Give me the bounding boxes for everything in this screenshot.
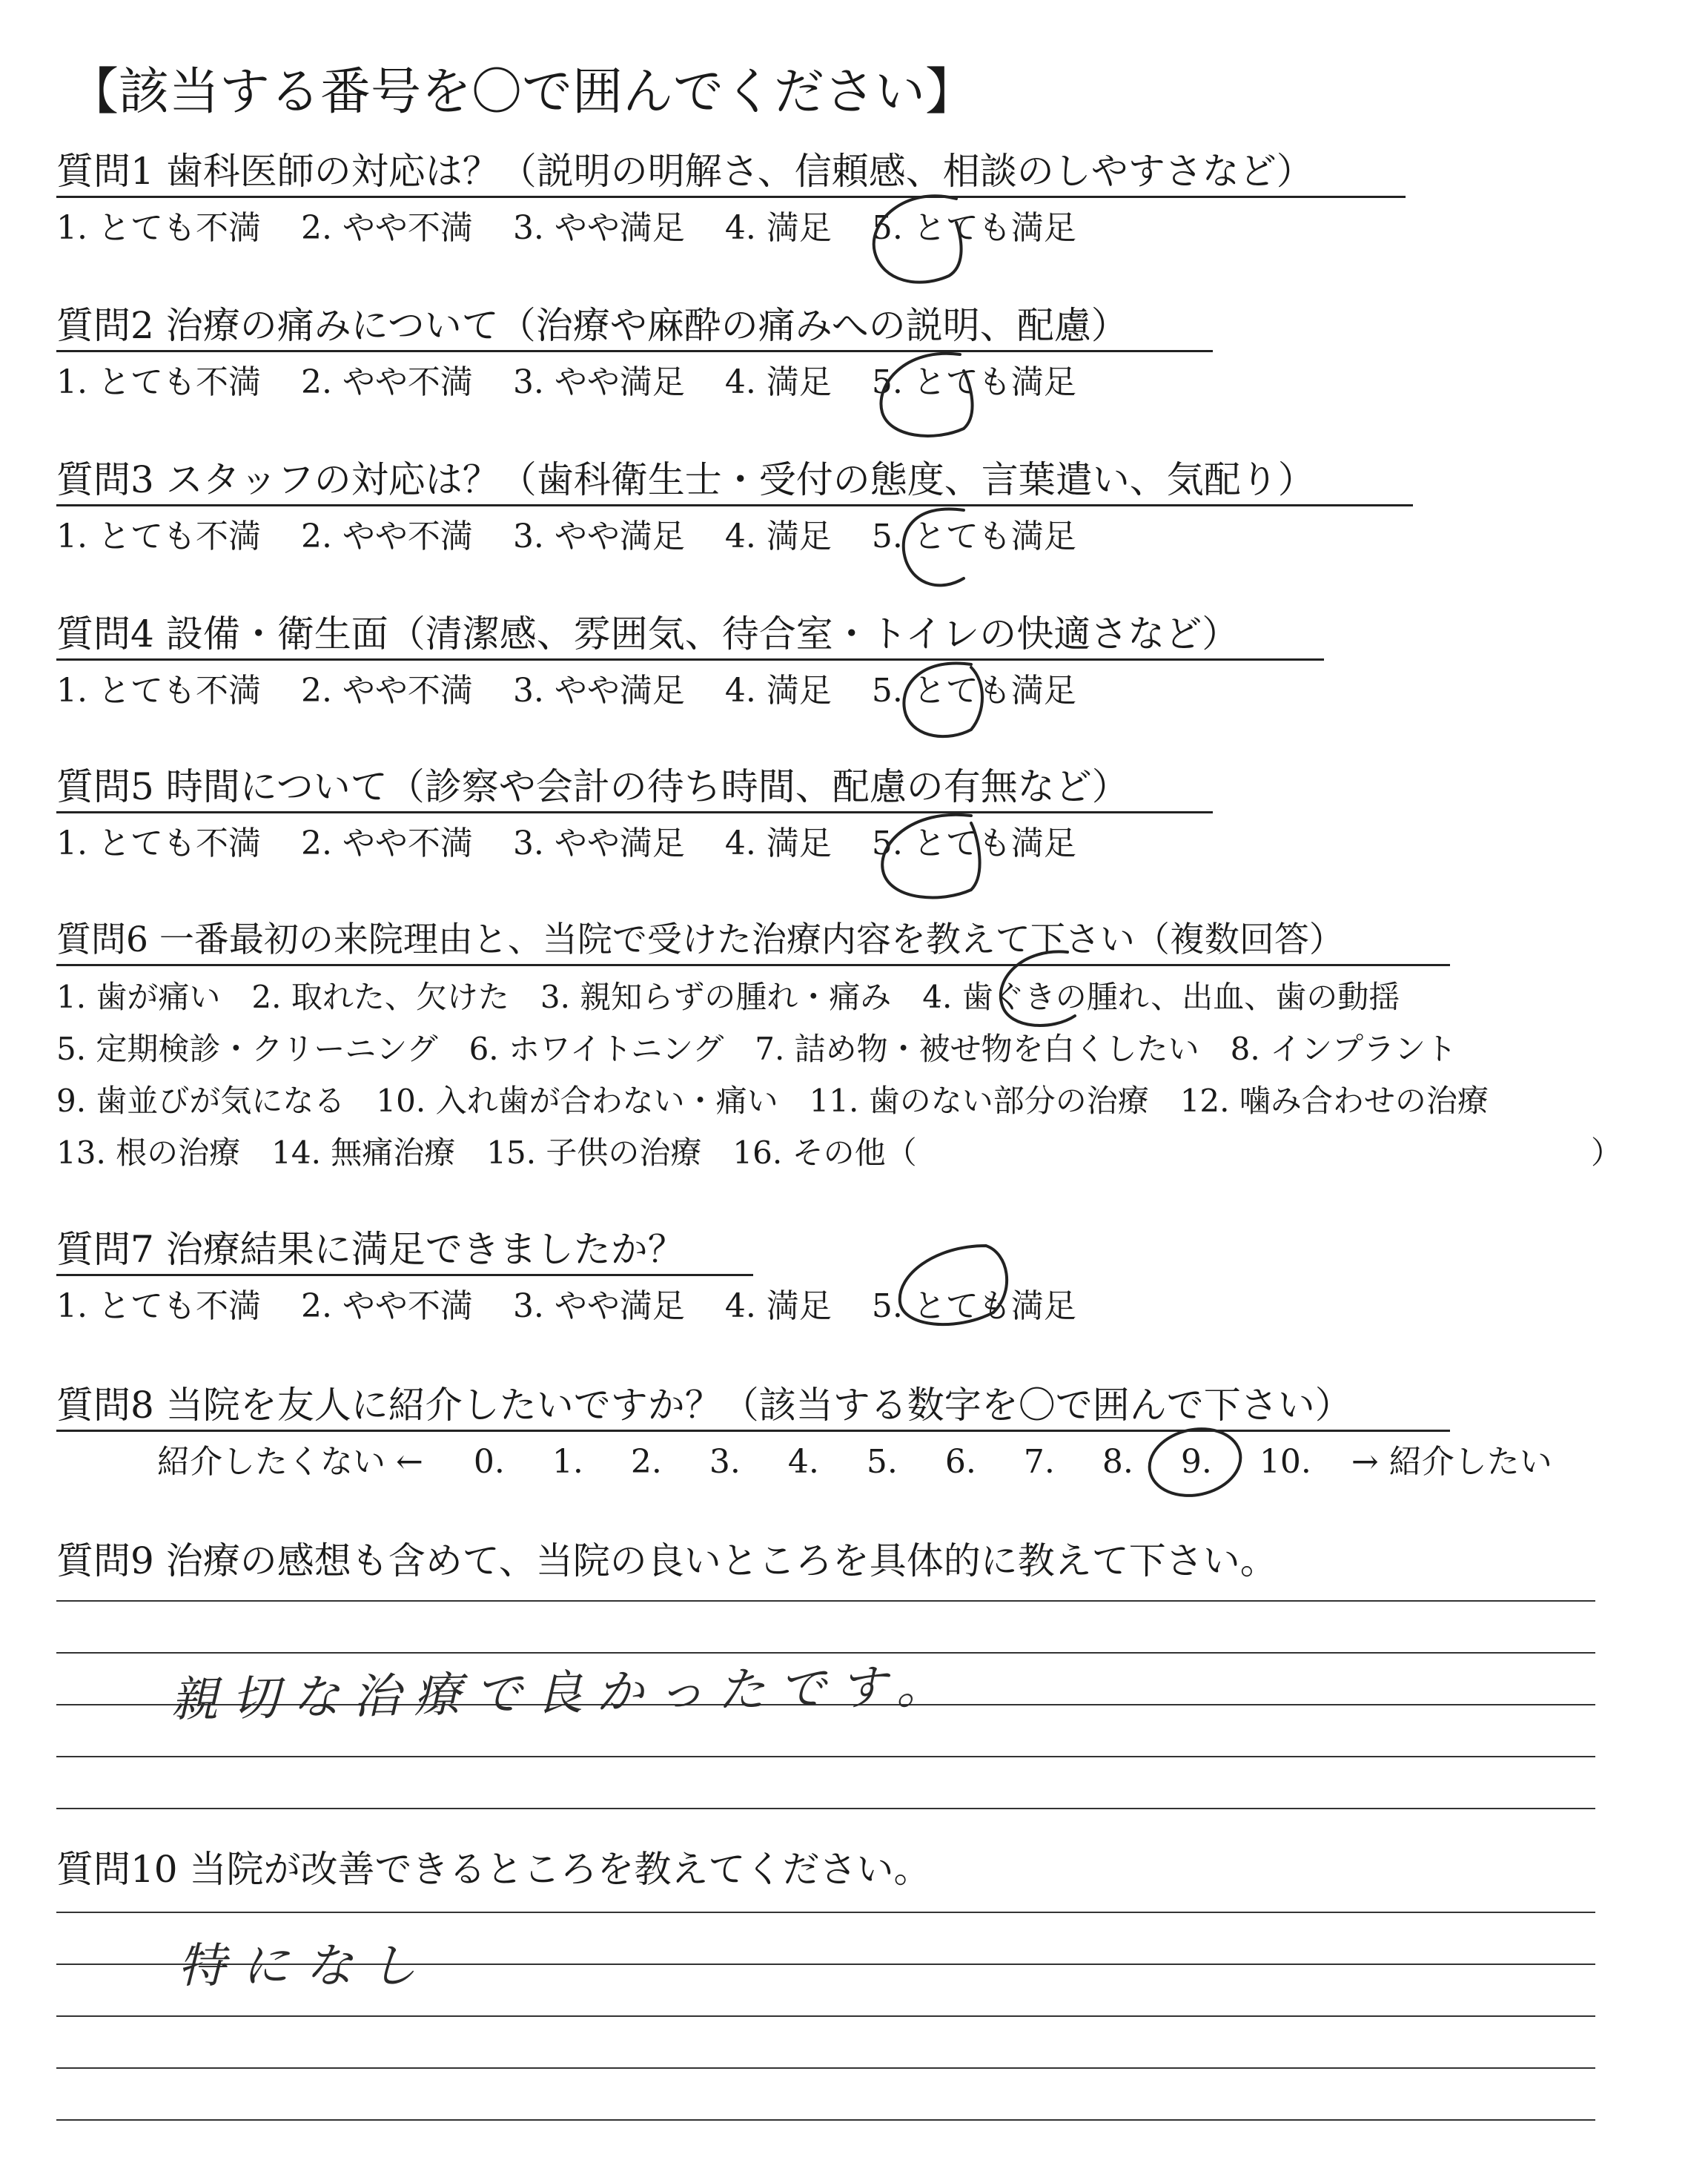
question-6-line-2[interactable]: 5. 定期検診・クリーニング 6. ホワイトニング 7. 詰め物・被せ物を白くしたい 8. インプラント xyxy=(56,1031,1457,1067)
question-4-underline xyxy=(56,658,1324,661)
question-10-label: 質問10 当院が改善できるところを教えてください。 xyxy=(56,1848,931,1891)
question-5-label: 質問5 時間について（診察や会計の待ち時間、配慮の有無など） xyxy=(56,765,1129,808)
answer-line xyxy=(56,1600,1595,1602)
option-1[interactable]: 1. とても不満 xyxy=(56,1287,261,1325)
option-5[interactable]: 5. とても満足 xyxy=(871,209,1076,247)
answer-line xyxy=(56,1756,1595,1757)
scale-right-label: → 紹介したい xyxy=(1351,1443,1552,1481)
option-5[interactable]: 5. とても満足 xyxy=(871,363,1076,401)
option-1[interactable]: 1. とても不満 xyxy=(56,518,261,555)
question-7-options xyxy=(56,1287,1076,1325)
question-3-label: 質問3 スタッフの対応は？（歯科衛生士・受付の態度、言葉遣い、気配り） xyxy=(56,458,1315,501)
answer-line xyxy=(56,2015,1595,2017)
scale-1[interactable]: 1. xyxy=(552,1443,583,1481)
answer-line xyxy=(56,2067,1595,2069)
question-6-underline xyxy=(56,964,1450,966)
option-5[interactable]: 5. とても満足 xyxy=(871,518,1076,555)
scale-8[interactable]: 8. xyxy=(1102,1443,1133,1481)
option-2[interactable]: 2. やや不満 xyxy=(300,518,473,555)
answer-line xyxy=(56,1808,1595,1809)
option-4[interactable]: 4. 満足 xyxy=(724,363,832,401)
question-9-handwritten-answer[interactable]: 親切な治療で良かったです。 xyxy=(170,1659,958,1728)
scale-2[interactable]: 2. xyxy=(630,1443,662,1481)
option-1[interactable]: 1. とても不満 xyxy=(56,209,261,247)
question-3-options xyxy=(56,518,1076,555)
question-1-label: 質問1 歯科医師の対応は？（説明の明解さ、信頼感、相談のしやすさなど） xyxy=(56,150,1314,193)
question-4-options xyxy=(56,672,1076,710)
option-2[interactable]: 2. やや不満 xyxy=(300,209,473,247)
option-1[interactable]: 1. とても不満 xyxy=(56,825,261,862)
form-header: 【該当する番号を〇で囲んでください】 xyxy=(68,63,976,122)
question-6-label: 質問6 一番最初の来院理由と、当院で受けた治療内容を教えて下さい（複数回答） xyxy=(56,919,1344,960)
question-7-label: 質問7 治療結果に満足できましたか？ xyxy=(56,1228,685,1271)
question-9-label: 質問9 治療の感想も含めて、当院の良いところを具体的に教えて下さい。 xyxy=(56,1539,1277,1582)
question-2-options xyxy=(56,363,1076,401)
option-3[interactable]: 3. やや満足 xyxy=(512,363,685,401)
question-8-underline xyxy=(56,1430,1450,1432)
option-5[interactable]: 5. とても満足 xyxy=(871,1287,1076,1325)
question-1-underline xyxy=(56,196,1406,198)
question-7-underline xyxy=(56,1274,753,1276)
scale-0[interactable]: 0. xyxy=(473,1443,505,1481)
option-4[interactable]: 4. 満足 xyxy=(724,209,832,247)
option-3[interactable]: 3. やや満足 xyxy=(512,672,685,710)
answer-line xyxy=(56,1912,1595,1913)
scale-left-label: 紹介したくない ← xyxy=(157,1443,423,1481)
option-2[interactable]: 2. やや不満 xyxy=(300,825,473,862)
option-1[interactable]: 1. とても不満 xyxy=(56,672,261,710)
option-2[interactable]: 2. やや不満 xyxy=(300,672,473,710)
option-3[interactable]: 3. やや満足 xyxy=(512,209,685,247)
question-8-scale xyxy=(157,1443,1552,1481)
question-6-line-1[interactable]: 1. 歯が痛い 2. 取れた、欠けた 3. 親知らずの腫れ・痛み 4. 歯ぐきの腫れ、出血、歯の動揺 xyxy=(56,979,1400,1015)
option-1[interactable]: 1. とても不満 xyxy=(56,363,261,401)
scale-5[interactable]: 5. xyxy=(866,1443,898,1481)
question-3-underline xyxy=(56,504,1413,506)
option-3[interactable]: 3. やや満足 xyxy=(512,825,685,862)
scale-10[interactable]: 10. xyxy=(1259,1443,1311,1481)
question-1-options xyxy=(56,209,1076,247)
question-10-handwritten-answer[interactable]: 特になし xyxy=(178,1939,433,1994)
option-2[interactable]: 2. やや不満 xyxy=(300,363,473,401)
option-4[interactable]: 4. 満足 xyxy=(724,1287,832,1325)
scale-9[interactable]: 9. xyxy=(1180,1443,1212,1481)
option-4[interactable]: 4. 満足 xyxy=(724,825,832,862)
option-2[interactable]: 2. やや不満 xyxy=(300,1287,473,1325)
answer-line xyxy=(56,2119,1595,2121)
question-2-underline xyxy=(56,350,1213,352)
question-5-options xyxy=(56,825,1076,862)
question-8-label: 質問8 当院を友人に紹介したいですか？（該当する数字を〇で囲んで下さい） xyxy=(56,1384,1352,1427)
option-4[interactable]: 4. 満足 xyxy=(724,672,832,710)
option-5[interactable]: 5. とても満足 xyxy=(871,825,1076,862)
scale-3[interactable]: 3. xyxy=(709,1443,741,1481)
option-3[interactable]: 3. やや満足 xyxy=(512,1287,685,1325)
question-2-label: 質問2 治療の痛みについて（治療や麻酔の痛みへの説明、配慮） xyxy=(56,304,1128,347)
option-5[interactable]: 5. とても満足 xyxy=(871,672,1076,710)
question-6-line-3[interactable]: 9. 歯並びが気になる 10. 入れ歯が合わない・痛い 11. 歯のない部分の治療 12. 噛み合わせの治療 xyxy=(56,1083,1489,1119)
scale-6[interactable]: 6. xyxy=(944,1443,976,1481)
question-6-close-paren: ） xyxy=(1591,1135,1623,1171)
scale-7[interactable]: 7. xyxy=(1023,1443,1055,1481)
scale-4[interactable]: 4. xyxy=(787,1443,819,1481)
question-4-label: 質問4 設備・衛生面（清潔感、雰囲気、待合室・トイレの快適さなど） xyxy=(56,612,1239,655)
question-5-underline xyxy=(56,811,1213,813)
option-4[interactable]: 4. 満足 xyxy=(724,518,832,555)
question-6-line-4[interactable]: 13. 根の治療 14. 無痛治療 15. 子供の治療 16. その他（ xyxy=(56,1135,917,1171)
option-3[interactable]: 3. やや満足 xyxy=(512,518,685,555)
